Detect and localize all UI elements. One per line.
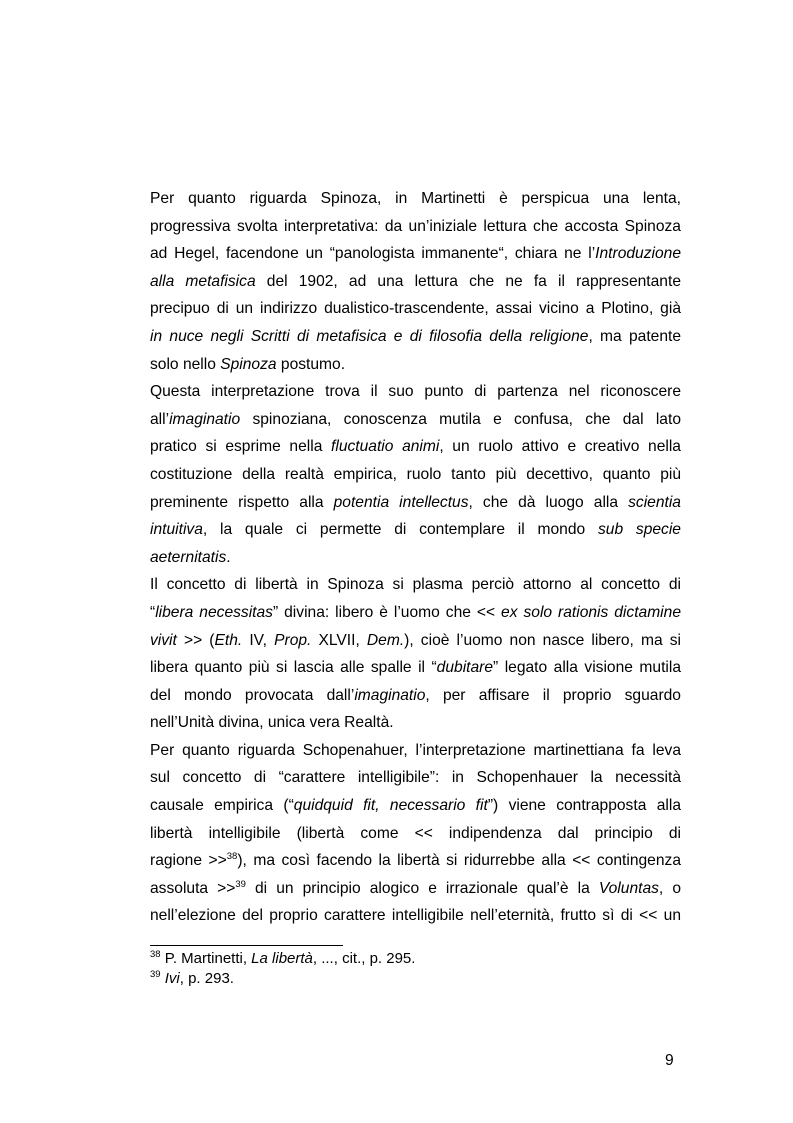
- text-run: libera quanto più si lascia alle spalle il “: [150, 659, 437, 677]
- text-run: ”) viene contrapposta alla: [487, 797, 681, 815]
- italic-text: intuitiva: [150, 521, 203, 539]
- text-line: [150, 571, 681, 599]
- italic-text: in nuce negli Scritti di metafisica e di filosofia della religione: [150, 327, 589, 345]
- text-line: [150, 213, 681, 241]
- text-run: ragione >>: [150, 852, 227, 870]
- text-run: preminente rispetto alla: [150, 493, 334, 511]
- text-run: , o: [658, 879, 681, 897]
- italic-text: fluctuatio animi: [331, 438, 440, 456]
- page-number: 9: [665, 1052, 674, 1069]
- text-line: [150, 433, 681, 461]
- text-line: [150, 268, 681, 296]
- italic-text: quidquid fit, necessario fit: [293, 797, 488, 815]
- text-run: ” divina: libero è l’uomo che <<: [272, 603, 502, 621]
- text-line: [150, 461, 681, 489]
- text-run: del mondo provocata dall’: [150, 686, 355, 704]
- text-run: Per quanto riguarda Schopenahuer, l’interpretazione martinettiana fa leva: [150, 741, 681, 759]
- italic-text: vivit: [150, 631, 177, 649]
- footnotes: [150, 949, 415, 989]
- text-line: [150, 489, 681, 517]
- italic-text: Eth.: [214, 631, 243, 649]
- text-run: , che dà luogo alla: [468, 493, 629, 511]
- text-run: P. Martinetti,: [160, 950, 252, 967]
- text-run: postumo.: [276, 355, 346, 373]
- text-run: XLVII,: [311, 631, 367, 649]
- text-line: [150, 654, 681, 682]
- text-run: libertà intelligibile (libertà come << indipendenza dal principio di: [150, 824, 681, 842]
- italic-text: dubitare: [436, 659, 494, 677]
- text-run: sul concetto di “carattere intelligibile”: in Schopenhauer la necessità: [150, 769, 681, 787]
- text-run: , ..., cit., p. 295.: [312, 950, 416, 967]
- italic-text: imaginatio: [354, 686, 426, 704]
- italic-text: imaginatio: [169, 410, 241, 428]
- text-run: all’: [150, 410, 170, 428]
- text-run: del 1902, ad una lettura che ne fa il rappresentante: [255, 272, 681, 290]
- italic-text: La libertà: [251, 950, 313, 967]
- text-run: ad Hegel, facendone un “panologista immanente“, chiara ne l’: [150, 245, 596, 263]
- text-line: [150, 709, 681, 737]
- text-line: [150, 240, 681, 268]
- italic-text: aeternitatis: [150, 548, 227, 566]
- text-run: , per affisare il proprio sguardo: [425, 686, 681, 704]
- italic-text: Dem.: [366, 631, 405, 649]
- footnote-ref: 38: [226, 851, 238, 863]
- text-run: spinoziana, conoscenza mutila e confusa, che dal lato: [240, 410, 681, 428]
- text-run: .: [226, 548, 231, 566]
- text-line: [150, 875, 681, 903]
- italic-text: Prop.: [274, 631, 312, 649]
- footnote: [150, 949, 415, 969]
- text-line: [150, 820, 681, 848]
- text-run: Questa interpretazione trova il suo punto di partenza nel riconoscere: [150, 383, 681, 401]
- italic-text: ex solo rationis dictamine: [501, 603, 681, 621]
- text-line: [150, 599, 681, 627]
- text-line: [150, 544, 681, 572]
- text-line: [150, 406, 681, 434]
- text-run: causale empirica (“: [150, 797, 294, 815]
- footnote: [150, 969, 415, 989]
- italic-text: alla metafisica: [150, 272, 256, 290]
- text-run: , ma patente: [588, 327, 681, 345]
- footnote-ref: 39: [235, 878, 246, 890]
- italic-text: potentia intellectus: [333, 493, 469, 511]
- text-run: assoluta >>: [150, 879, 236, 897]
- footnote-ref: 39: [150, 969, 161, 980]
- text-run: IV,: [242, 631, 275, 649]
- text-run: solo nello: [150, 355, 221, 373]
- text-run: ” legato alla visione mutila: [493, 659, 681, 677]
- text-line: [150, 737, 681, 765]
- text-line: [150, 185, 681, 213]
- text-line: [150, 627, 681, 655]
- footnote-divider: [150, 945, 343, 946]
- text-line: [150, 378, 681, 406]
- italic-text: scientia: [628, 493, 681, 511]
- italic-text: Introduzione: [595, 245, 681, 263]
- text-line: [150, 351, 681, 379]
- text-line: [150, 323, 681, 351]
- body-text: [150, 185, 681, 930]
- footnote-ref: 38: [150, 949, 161, 960]
- text-run: , la quale ci permette di contemplare il mondo: [202, 521, 598, 539]
- italic-text: Ivi: [164, 970, 180, 987]
- text-run: nell’elezione del proprio carattere intelligibile nell’eternità, frutto sì di << un: [150, 907, 681, 925]
- text-line: [150, 764, 681, 792]
- text-run: costituzione della realtà empirica, ruolo tanto più decettivo, quanto più: [150, 465, 681, 483]
- text-line: [150, 295, 681, 323]
- text-line: [150, 682, 681, 710]
- text-run: nell’Unità divina, unica vera Realtà.: [150, 714, 394, 732]
- text-run: ), ma così facendo la libertà si ridurrebbe alla << contingenza: [237, 852, 681, 870]
- text-run: Il concetto di libertà in Spinoza si plasma perciò attorno al concetto di: [150, 576, 681, 594]
- italic-text: Spinoza: [220, 355, 277, 373]
- text-run: precipuo di un indirizzo dualistico-trascendente, assai vicino a Plotino, già: [150, 300, 681, 318]
- text-run: >> (: [176, 631, 215, 649]
- text-run: , p. 293.: [179, 970, 234, 987]
- text-run: “: [150, 603, 156, 621]
- text-run: di un principio alogico e irrazionale qual’è la: [245, 879, 599, 897]
- text-run: progressiva svolta interpretativa: da un’iniziale lettura che accosta Spinoza: [150, 217, 681, 235]
- text-run: pratico si esprime nella: [150, 438, 332, 456]
- text-line: [150, 902, 681, 930]
- text-run: Per quanto riguarda Spinoza, in Martinetti è perspicua una lenta,: [150, 190, 681, 207]
- text-line: [150, 516, 681, 544]
- text-run: ), cioè l’uomo non nasce libero, ma si: [404, 631, 681, 649]
- text-line: [150, 847, 681, 875]
- italic-text: libera necessitas: [155, 603, 273, 621]
- text-run: , un ruolo attivo e creativo nella: [439, 438, 681, 456]
- italic-text: sub specie: [597, 521, 681, 539]
- italic-text: Voluntas: [598, 879, 659, 897]
- text-line: [150, 792, 681, 820]
